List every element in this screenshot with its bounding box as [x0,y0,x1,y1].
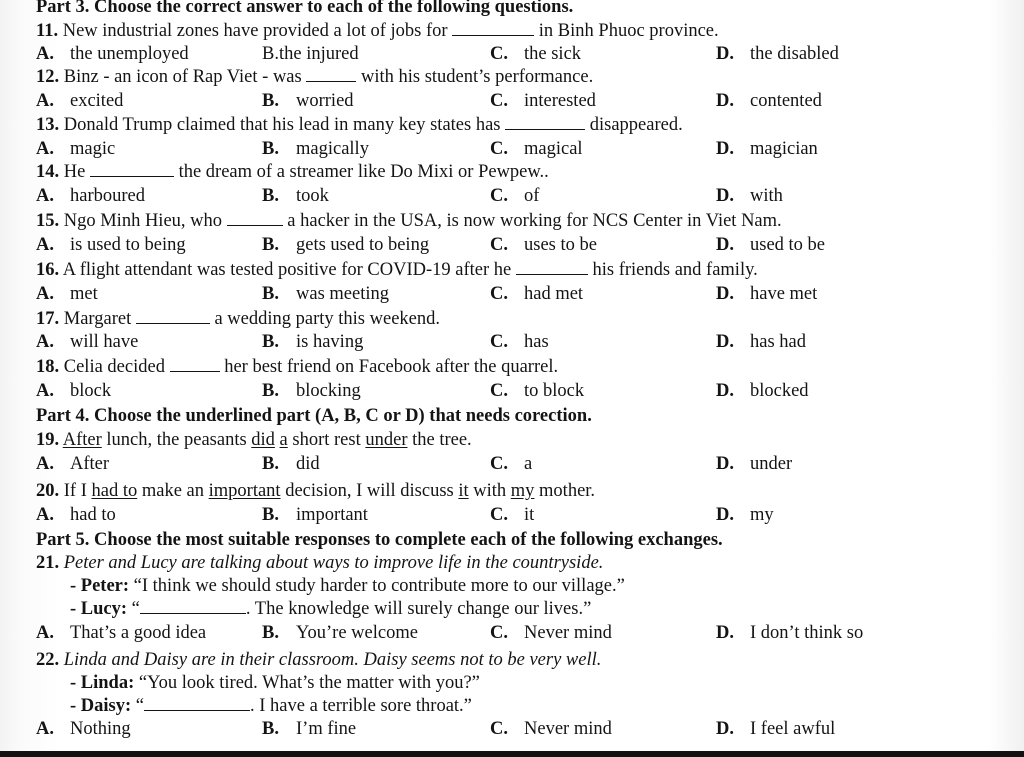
question-16 [36,259,758,281]
option-d[interactable]: D. the disabled [716,44,839,64]
option-c[interactable]: C. a [490,454,533,474]
option-c[interactable]: C. has [490,332,549,352]
question-text-end: disappeared. [589,115,683,135]
underlined-part-d: my [510,481,535,501]
page-edge-shadow [988,0,1024,757]
question-text-start: He [63,162,86,182]
option-a[interactable]: A. is used to being [36,235,186,255]
speaker-name: - Peter: [70,576,130,596]
answer-blank [505,114,585,130]
option-d[interactable]: D. contented [716,91,822,111]
question-text-start: Celia decided [63,357,165,377]
option-b[interactable]: B. was meeting [262,284,389,304]
sentence-text: mother. [534,481,596,501]
sentence-text: short rest [287,430,366,450]
option-b[interactable]: B. did [262,454,320,474]
speech-text: “I think we should study harder to contribute more to our village.” [129,576,625,596]
option-c[interactable]: C. uses to be [490,235,597,255]
question-number: 16. [36,260,60,280]
dialogue-line-2 [70,598,591,620]
question-text-start: Ngo Minh Hieu, who [63,211,223,231]
option-b[interactable]: B. blocking [262,381,361,401]
option-a[interactable]: A. harboured [36,186,145,206]
option-c[interactable]: C. the sick [490,44,582,64]
question-number: 14. [36,162,60,182]
underlined-part-b: important [208,481,281,501]
option-a[interactable]: A. will have [36,332,139,352]
question-text-start: Binz - an icon of Rap Viet - was [63,67,302,87]
option-c[interactable]: C. to block [490,381,585,401]
option-d[interactable]: D. my [716,505,774,525]
question-number: 11. [36,21,59,41]
question-15 [36,210,782,232]
option-a[interactable]: A. excited [36,91,124,111]
underlined-part-a: After [62,430,102,450]
question-number: 17. [36,309,60,329]
question-14 [36,161,549,183]
dialogue-line-1 [70,575,625,597]
sentence-text: the tree. [407,430,472,450]
option-b[interactable]: B. gets used to being [262,235,430,255]
question-text-start: A flight attendant was tested positive for COVID-19 after he [62,260,512,280]
question-22 [36,649,601,671]
question-text-end: with his student’s performance. [360,67,594,87]
question-11 [36,20,719,42]
sentence-text: If I [63,481,92,501]
speech-text: “ [127,599,140,619]
answer-blank [136,308,210,324]
part3-heading: Part 3. Choose the correct answer to each of the following questions. [36,0,574,17]
answer-blank [144,695,250,711]
question-18 [36,356,558,378]
option-a[interactable]: A. Nothing [36,719,131,739]
option-d[interactable]: D. used to be [716,235,826,255]
underlined-part-c: it [458,481,469,501]
question-19 [36,429,472,451]
option-b[interactable]: B. is having [262,332,364,352]
underlined-part-a: had to [91,481,138,501]
option-d[interactable]: D. I feel awful [716,719,836,739]
underlined-part-c: a [279,430,288,450]
speaker-name: - Linda: [70,673,135,693]
answer-blank [170,356,220,372]
speech-text: . I have a terrible sore throat.” [250,696,472,716]
speaker-name: - Lucy: [70,599,128,619]
sentence-text: lunch, the peasants [101,430,252,450]
question-20 [36,480,595,502]
answer-blank [90,161,174,177]
option-c[interactable]: C. it [490,505,535,525]
option-b[interactable]: B. important [262,505,368,525]
option-b[interactable]: B. worried [262,91,354,111]
speaker-name: - Daisy: [70,696,132,716]
option-a[interactable]: A. had to [36,505,116,525]
option-b[interactable]: B. took [262,186,329,206]
sentence-text: make an [137,481,209,501]
question-number: 13. [36,115,60,135]
question-text-start: Margaret [63,309,132,329]
option-b[interactable]: B.the injured [262,44,359,64]
option-d[interactable]: D. I don’t think so [716,623,864,643]
option-c[interactable]: C. of [490,186,540,206]
question-text-end: a hacker in the USA, is now working for NCS Center in Viet Nam. [287,211,782,231]
page-bottom-edge [0,751,1024,757]
question-number: 20. [36,481,60,501]
exchange-context: Peter and Lucy are talking about ways to improve life in the countryside. [63,553,604,573]
sentence-text: decision, I will discuss [280,481,459,501]
answer-blank [227,210,283,226]
question-number: 22. [36,650,60,670]
question-21 [36,552,603,574]
underlined-part-d: under [365,430,408,450]
question-number: 21. [36,553,60,573]
option-a[interactable]: A. met [36,284,98,304]
option-a[interactable]: A. block [36,381,112,401]
question-number: 19. [36,430,60,450]
question-text-start: New industrial zones have provided a lot of jobs for [62,21,448,41]
option-b[interactable]: B. magically [262,139,369,159]
option-d[interactable]: D. with [716,186,783,206]
part5-heading: Part 5. Choose the most suitable responses to complete each of the following exchanges. [36,530,723,550]
question-text-end: in Binh Phuoc province. [538,21,719,41]
speech-text: “You look tired. What’s the matter with you?” [134,673,480,693]
option-d[interactable]: D. have met [716,284,818,304]
underlined-part-b: did [251,430,275,450]
option-a[interactable]: A. the unemployed [36,44,189,64]
question-12 [36,66,593,88]
dialogue-line-1 [70,672,480,694]
exchange-context: Linda and Daisy are in their classroom. Daisy seems not to be very well. [63,650,602,670]
answer-blank [140,598,246,614]
option-a[interactable]: A. magic [36,139,116,159]
option-b[interactable]: B. You’re welcome [262,623,418,643]
question-number: 15. [36,211,60,231]
option-c[interactable]: C. interested [490,91,596,111]
question-text-end: her best friend on Facebook after the quarrel. [224,357,559,377]
answer-blank [452,20,534,36]
option-c[interactable]: C. had met [490,284,584,304]
answer-blank [306,66,356,82]
question-number: 18. [36,357,60,377]
option-c[interactable]: C. magical [490,139,583,159]
question-text-end: the dream of a streamer like Do Mixi or Pewpew.. [178,162,549,182]
question-number: 12. [36,67,60,87]
option-d[interactable]: D. magician [716,139,818,159]
option-a[interactable]: A. After [36,454,110,474]
question-text-end: his friends and family. [592,260,758,280]
option-c[interactable]: C. Never mind [490,623,612,643]
question-text-start: Donald Trump claimed that his lead in many key states has [63,115,501,135]
speech-text: “ [131,696,144,716]
answer-blank [516,259,588,275]
question-17 [36,308,440,330]
question-text-end: a wedding party this weekend. [214,309,441,329]
speech-text: . The knowledge will surely change our lives.” [245,599,592,619]
dialogue-line-2 [70,695,472,717]
option-d[interactable]: D. has had [716,332,806,352]
part4-heading: Part 4. Choose the underlined part (A, B, C or D) that needs corection. [36,406,592,426]
sentence-text: with [468,481,511,501]
option-a[interactable]: A. That’s a good idea [36,623,207,643]
option-d[interactable]: D. under [716,454,793,474]
option-c[interactable]: C. Never mind [490,719,612,739]
option-d[interactable]: D. blocked [716,381,809,401]
option-b[interactable]: B. I’m fine [262,719,357,739]
question-13 [36,114,683,136]
